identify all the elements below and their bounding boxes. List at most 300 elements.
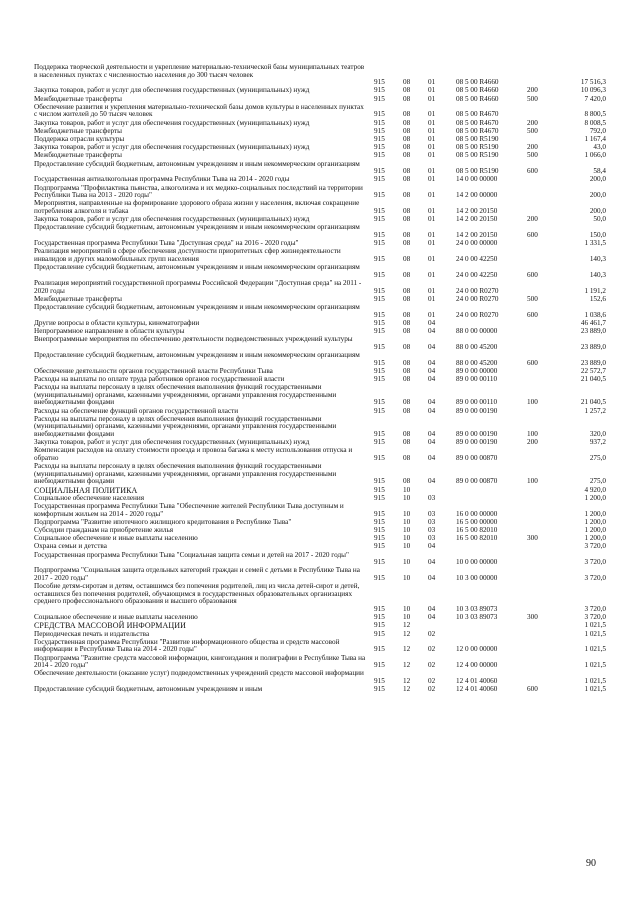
cell-ved: 915 <box>374 358 385 367</box>
cell-amount: 43,0 <box>593 143 606 152</box>
cell-amount: 1 200,0 <box>584 509 606 518</box>
cell-subsection: 02 <box>428 685 436 694</box>
cell-amount: 792,0 <box>589 126 606 135</box>
cell-target-article: 08 5 00 R4670 <box>456 118 499 127</box>
cell-amount: 152,6 <box>589 294 606 303</box>
cell-section: 08 <box>403 270 411 279</box>
cell-expense-type: 200 <box>527 215 538 224</box>
cell-subsection: 04 <box>428 342 436 351</box>
cell-description: СРЕДСТВА МАССОВОЙ ИНФОРМАЦИИ <box>34 621 187 631</box>
cell-amount: 50,0 <box>593 215 606 224</box>
cell-description: Государственная программа Республики Тыва "Социальная защита семьи и детей на 2017 - 2020 годы" <box>34 550 349 559</box>
cell-subsection: 01 <box>428 94 436 103</box>
cell-subsection: 01 <box>428 110 436 119</box>
cell-subsection: 01 <box>428 239 436 248</box>
cell-target-article: 89 0 00 00190 <box>456 406 498 415</box>
cell-description: Пособие детям-сиротам и детям, оставшимся без попечения родителей, лиц из числа детей-сирот и детей, оставшихся без попечения родителей, обучающимся в государственных образовательных организациях среднего профессионального образования и высшего образования <box>34 582 360 606</box>
cell-section: 08 <box>403 151 411 160</box>
cell-target-article: 14 2 00 00000 <box>456 191 498 200</box>
cell-ved: 915 <box>374 327 385 335</box>
cell-subsection: 01 <box>428 143 436 152</box>
table-row <box>0 352 640 367</box>
cell-subsection: 03 <box>428 534 436 543</box>
cell-amount: 3 720,0 <box>584 613 606 622</box>
cell-subsection: 04 <box>428 318 436 327</box>
cell-amount: 320,0 <box>589 429 606 438</box>
cell-section: 08 <box>403 175 411 184</box>
cell-section: 12 <box>403 685 411 694</box>
cell-subsection: 01 <box>428 206 436 215</box>
cell-description: Предоставление субсидий бюджетным, автономным учреждениям и иным некоммерческим организациям <box>34 159 360 168</box>
cell-subsection: 01 <box>428 191 436 200</box>
cell-ved: 915 <box>374 526 385 534</box>
cell-description: Поддержка творческой деятельности и укрепление материально-технической базы муниципальных театров в населенных пунктах с численностью населения до 300 тысяч человек <box>34 63 365 79</box>
cell-section: 10 <box>403 558 411 567</box>
cell-amount: 3 720,0 <box>584 604 606 613</box>
cell-ved: 915 <box>374 167 385 176</box>
cell-ved: 915 <box>374 493 385 502</box>
cell-ved: 915 <box>374 151 385 160</box>
cell-description: Межбюджетные трансферты <box>34 126 122 135</box>
cell-description: Охрана семьи и детства <box>34 542 107 551</box>
cell-section: 08 <box>403 453 411 462</box>
cell-description: Государственная программа Республики "Развитие информационного общества и средств массовой информации в Республике Тыва на 2014 - 2020 годы" <box>34 637 340 654</box>
cell-section: 08 <box>403 191 411 200</box>
table-row <box>0 264 640 279</box>
cell-ved: 915 <box>374 485 385 494</box>
cell-section: 08 <box>403 429 411 438</box>
cell-target-article: 88 0 00 45200 <box>456 358 498 367</box>
cell-amount: 10 096,3 <box>580 86 606 95</box>
table-row <box>0 686 640 694</box>
cell-subsection: 01 <box>428 78 436 87</box>
cell-ved: 915 <box>374 542 385 551</box>
table-row <box>0 200 640 215</box>
cell-subsection: 04 <box>428 604 436 613</box>
cell-ved: 915 <box>374 254 385 263</box>
cell-subsection: 01 <box>428 126 436 135</box>
cell-target-article: 24 0 00 42250 <box>456 254 498 263</box>
cell-target-article: 08 5 00 R4660 <box>456 86 499 95</box>
cell-expense-type: 600 <box>527 685 538 694</box>
table-row <box>0 176 640 184</box>
cell-description: Расходы на обеспечение функций органов государственной власти <box>34 406 239 415</box>
cell-target-article: 14 2 00 20150 <box>456 206 498 215</box>
cell-subsection: 04 <box>428 558 436 567</box>
cell-amount: 1 191,2 <box>584 286 606 295</box>
cell-description: СОЦИАЛЬНАЯ ПОЛИТИКА <box>34 485 138 495</box>
cell-expense-type: 500 <box>527 126 538 135</box>
cell-ved: 915 <box>374 175 385 184</box>
cell-target-article: 89 0 00 00110 <box>456 398 498 407</box>
table-row <box>0 161 640 176</box>
cell-section: 08 <box>403 206 411 215</box>
cell-target-article: 24 0 00 R0270 <box>456 294 499 303</box>
table-row <box>0 152 640 160</box>
cell-description: Предоставление субсидий бюджетным, автономным учреждениям и иным некоммерческим организациям <box>34 223 360 232</box>
cell-ved: 915 <box>374 453 385 462</box>
cell-section: 08 <box>403 215 411 224</box>
cell-expense-type: 100 <box>527 477 538 486</box>
cell-expense-type: 600 <box>527 358 538 367</box>
page-number: 90 <box>586 858 596 869</box>
cell-target-article: 14 2 00 20150 <box>456 215 498 224</box>
cell-section: 12 <box>403 661 411 670</box>
table-row <box>0 639 640 654</box>
cell-section: 08 <box>403 318 411 327</box>
cell-amount: 1 200,0 <box>584 526 606 534</box>
cell-description: Государственная антиалкогольная программа Республики Тыва на 2014 - 2020 годы <box>34 175 290 184</box>
table-row <box>0 463 640 486</box>
cell-subsection: 04 <box>428 375 436 383</box>
cell-description: Расходы на выплаты персоналу в целях обеспечения выполнения функций государственными (муниципальными) органами, казенными учреждениями, органами управления государственными внебюджетными фондами <box>34 414 337 438</box>
cell-target-article: 10 3 00 00000 <box>456 573 498 582</box>
cell-description: Межбюджетные трансферты <box>34 294 122 303</box>
cell-amount: 21 040,5 <box>580 398 606 407</box>
cell-ved: 915 <box>374 118 385 127</box>
cell-description: Реализация мероприятий в сфере обеспечения доступности приоритетных сфер жизнедеятельности инвалидов и других маломобильных групп населения <box>34 247 341 263</box>
cell-subsection: 04 <box>428 406 436 415</box>
cell-expense-type: 100 <box>527 429 538 438</box>
cell-target-article: 16 0 00 00000 <box>456 509 498 518</box>
cell-expense-type: 600 <box>527 270 538 279</box>
cell-ved: 915 <box>374 438 385 447</box>
cell-description: Социальное обеспечение и иные выплаты населению <box>34 613 198 622</box>
cell-ved: 915 <box>374 230 385 239</box>
cell-amount: 1 021,5 <box>584 661 606 670</box>
cell-ved: 915 <box>374 286 385 295</box>
cell-section: 08 <box>403 294 411 303</box>
cell-target-article: 89 0 00 00870 <box>456 477 498 486</box>
cell-description: Предоставление субсидий бюджетным, автономным учреждениям и иным некоммерческим организациям <box>34 351 360 359</box>
cell-section: 10 <box>403 604 411 613</box>
cell-description: Расходы на выплаты персоналу в целях обеспечения выполнения функций государственными (муниципальными) органами, казенными учреждениями, органами управления государственными внебюджетными фондами <box>34 462 337 486</box>
cell-expense-type: 500 <box>527 151 538 160</box>
cell-amount: 200,0 <box>589 191 606 200</box>
cell-subsection: 01 <box>428 294 436 303</box>
cell-description: Компенсация расходов на оплату стоимости проезда и провоза багажа к месту использования отпуска и обратно <box>34 446 353 462</box>
cell-description: Подпрограмма "Развитие ипотечного жилищного кредитования в Республике Тыва" <box>34 517 292 526</box>
cell-subsection: 01 <box>428 230 436 239</box>
cell-amount: 275,0 <box>589 477 606 486</box>
cell-ved: 915 <box>374 629 385 638</box>
cell-ved: 915 <box>374 613 385 622</box>
cell-amount: 1 021,5 <box>584 629 606 638</box>
cell-description: Субсидии гражданам на приобретение жилья <box>34 526 174 534</box>
cell-description: Мероприятия, направленные на формирование здорового образа жизни у населения, включая сокращение потребления алкоголя и табака <box>34 199 360 215</box>
cell-amount: 1 331,5 <box>584 239 606 248</box>
cell-target-article: 08 5 00 R4660 <box>456 94 499 103</box>
cell-ved: 915 <box>374 509 385 518</box>
cell-ved: 915 <box>374 534 385 543</box>
table-row <box>0 622 640 630</box>
cell-description: Государственная программа Республики Тыва "Доступная среда" на 2016 - 2020 годы" <box>34 239 299 248</box>
cell-amount: 1 257,2 <box>584 406 606 415</box>
cell-description: Другие вопросы в области культуры, кинематографии <box>34 318 200 327</box>
cell-ved: 915 <box>374 215 385 224</box>
table-row <box>0 447 640 462</box>
cell-amount: 3 720,0 <box>584 573 606 582</box>
cell-ved: 915 <box>374 310 385 319</box>
cell-target-article: 16 5 00 82010 <box>456 534 498 543</box>
cell-target-article: 10 3 03 89073 <box>456 613 498 622</box>
cell-expense-type: 200 <box>527 118 538 127</box>
cell-description: Поддержка отрасли культуры <box>34 135 125 143</box>
cell-target-article: 14 0 00 00000 <box>456 175 498 184</box>
cell-amount: 23 889,0 <box>580 358 606 367</box>
table-row <box>0 384 640 407</box>
cell-target-article: 12 0 00 00000 <box>456 645 498 654</box>
cell-section: 08 <box>403 327 411 335</box>
cell-expense-type: 300 <box>527 613 538 622</box>
cell-target-article: 08 5 00 R4670 <box>456 110 499 119</box>
cell-section: 08 <box>403 375 411 383</box>
cell-subsection: 02 <box>428 645 436 654</box>
cell-subsection: 01 <box>428 310 436 319</box>
cell-description: Обеспечение деятельности органов государственной власти Республики Тыва <box>34 366 273 375</box>
table-row <box>0 416 640 439</box>
cell-section: 08 <box>403 167 411 176</box>
cell-subsection: 03 <box>428 509 436 518</box>
cell-target-article: 89 0 00 00000 <box>456 366 498 375</box>
cell-ved: 915 <box>374 294 385 303</box>
cell-amount: 937,2 <box>589 438 606 447</box>
cell-amount: 1 167,4 <box>584 135 606 143</box>
cell-description: Межбюджетные трансферты <box>34 94 122 103</box>
table-row <box>0 670 640 685</box>
cell-amount: 23 889,0 <box>580 327 606 335</box>
cell-section: 10 <box>403 526 411 534</box>
cell-target-article: 08 5 00 R5190 <box>456 135 499 143</box>
cell-section: 08 <box>403 143 411 152</box>
table-row <box>0 543 640 551</box>
cell-description: Расходы на выплаты по оплате труда работников органов государственной власти <box>34 375 285 383</box>
cell-description: Обеспечение деятельности (оказание услуг) подведомственных учреждений средств массовой информации <box>34 669 364 678</box>
cell-description: Предоставление субсидий бюджетным, автономным учреждениям и иным некоммерческим организациям <box>34 303 360 311</box>
cell-section: 08 <box>403 118 411 127</box>
cell-subsection: 04 <box>428 477 436 486</box>
cell-amount: 7 420,0 <box>584 94 606 103</box>
cell-section: 10 <box>403 493 411 502</box>
cell-description: Закупка товаров, работ и услуг для обеспечения государственных (муниципальных) нужд <box>34 215 310 224</box>
cell-amount: 3 720,0 <box>584 542 606 551</box>
cell-description: Расходы на выплаты персоналу в целях обеспечения выполнения функций государственными (муниципальными) органами, казенными учреждениями, органами управления государственными внебюджетными фондами <box>34 383 337 407</box>
cell-subsection: 04 <box>428 438 436 447</box>
cell-target-article: 08 5 00 R4660 <box>456 78 499 87</box>
cell-ved: 915 <box>374 477 385 486</box>
cell-target-article: 16 5 00 82010 <box>456 526 498 534</box>
cell-ved: 915 <box>374 429 385 438</box>
cell-amount: 8 008,5 <box>584 118 606 127</box>
cell-ved: 915 <box>374 78 385 87</box>
cell-target-article: 08 5 00 R5190 <box>456 167 499 176</box>
cell-subsection: 01 <box>428 286 436 295</box>
cell-ved: 915 <box>374 573 385 582</box>
table-row <box>0 503 640 518</box>
cell-expense-type: 300 <box>527 534 538 543</box>
cell-ved: 915 <box>374 366 385 375</box>
cell-section: 08 <box>403 358 411 367</box>
cell-description: Социальное обеспечение населения <box>34 493 145 502</box>
cell-subsection: 01 <box>428 118 436 127</box>
cell-target-article: 24 0 00 R0270 <box>456 310 499 319</box>
cell-ved: 915 <box>374 558 385 567</box>
cell-target-article: 12 4 01 40060 <box>456 685 498 694</box>
cell-section: 08 <box>403 477 411 486</box>
cell-ved: 915 <box>374 517 385 526</box>
cell-section: 10 <box>403 613 411 622</box>
cell-expense-type: 500 <box>527 294 538 303</box>
cell-expense-type: 200 <box>527 86 538 95</box>
cell-description: Внепрограммные мероприятия по обеспечению деятельности подведомственных учреждений культуры <box>34 335 353 344</box>
cell-expense-type: 600 <box>527 230 538 239</box>
cell-section: 08 <box>403 406 411 415</box>
cell-subsection: 04 <box>428 358 436 367</box>
cell-subsection: 02 <box>428 676 436 685</box>
cell-description: Реализация мероприятий государственной программы Российской Федерации "Доступная среда" на 2011 - 2020 годы <box>34 279 362 295</box>
table-row <box>0 280 640 295</box>
cell-expense-type: 200 <box>527 438 538 447</box>
cell-amount: 17 516,3 <box>580 78 606 87</box>
cell-amount: 4 920,0 <box>584 485 606 494</box>
table-row <box>0 104 640 119</box>
cell-target-article: 24 0 00 R0270 <box>456 286 499 295</box>
cell-expense-type: 100 <box>527 398 538 407</box>
cell-section: 10 <box>403 542 411 551</box>
cell-expense-type: 600 <box>527 310 538 319</box>
cell-ved: 915 <box>374 206 385 215</box>
cell-amount: 1 038,6 <box>584 310 606 319</box>
cell-subsection: 01 <box>428 175 436 184</box>
cell-target-article: 08 5 00 R5190 <box>456 143 499 152</box>
cell-amount: 1 200,0 <box>584 493 606 502</box>
cell-section: 12 <box>403 621 411 630</box>
table-row <box>0 304 640 319</box>
cell-description: Периодическая печать и издательства <box>34 629 150 638</box>
cell-subsection: 02 <box>428 661 436 670</box>
cell-target-article: 89 0 00 00870 <box>456 453 498 462</box>
cell-amount: 23 889,0 <box>580 342 606 351</box>
cell-section: 08 <box>403 286 411 295</box>
cell-section: 08 <box>403 135 411 143</box>
cell-ved: 915 <box>374 406 385 415</box>
cell-subsection: 04 <box>428 366 436 375</box>
cell-amount: 1 021,5 <box>584 676 606 685</box>
cell-section: 08 <box>403 94 411 103</box>
cell-expense-type: 600 <box>527 167 538 176</box>
cell-ved: 915 <box>374 270 385 279</box>
cell-ved: 915 <box>374 645 385 654</box>
cell-ved: 915 <box>374 398 385 407</box>
cell-target-article: 08 5 00 R4670 <box>456 126 499 135</box>
cell-amount: 46 461,7 <box>580 318 606 327</box>
cell-target-article: 12 4 01 40060 <box>456 676 498 685</box>
cell-subsection: 04 <box>428 327 436 335</box>
cell-amount: 1 200,0 <box>584 534 606 543</box>
table-row <box>0 567 640 582</box>
cell-amount: 22 572,7 <box>580 366 606 375</box>
cell-target-article: 14 2 00 20150 <box>456 230 498 239</box>
cell-amount: 275,0 <box>589 453 606 462</box>
table-row <box>0 655 640 670</box>
cell-amount: 1 021,5 <box>584 645 606 654</box>
cell-subsection: 04 <box>428 453 436 462</box>
cell-ved: 915 <box>374 342 385 351</box>
cell-description: Социальное обеспечение и иные выплаты населению <box>34 534 198 543</box>
cell-amount: 3 720,0 <box>584 558 606 567</box>
cell-amount: 200,0 <box>589 206 606 215</box>
cell-section: 10 <box>403 573 411 582</box>
cell-target-article: 88 0 00 00000 <box>456 327 498 335</box>
cell-section: 10 <box>403 485 411 494</box>
cell-section: 12 <box>403 676 411 685</box>
cell-description: Закупка товаров, работ и услуг для обеспечения государственных (муниципальных) нужд <box>34 143 310 152</box>
cell-section: 08 <box>403 110 411 119</box>
cell-description: Подпрограмма "Профилактика пьянства, алкоголизма и их медико-социальных последствий на территории Республики Тыва на 2013 - 2020 годы" <box>34 183 363 200</box>
cell-subsection: 02 <box>428 629 436 638</box>
cell-subsection: 04 <box>428 429 436 438</box>
cell-target-article: 88 0 00 45200 <box>456 342 498 351</box>
cell-section: 08 <box>403 342 411 351</box>
table-row <box>0 248 640 263</box>
cell-description: Подпрограмма "Развитие средств массовой информации, книгоиздания и полиграфии в Республике Тыва на 2014 - 2020 годы" <box>34 653 366 670</box>
cell-description: Подпрограмма "Социальная защита отдельных категорий граждан и семей с детьми в Республике Тыва на 2017 - 2020 годы" <box>34 566 360 582</box>
cell-ved: 915 <box>374 318 385 327</box>
cell-subsection: 04 <box>428 398 436 407</box>
cell-subsection: 01 <box>428 254 436 263</box>
cell-ved: 915 <box>374 661 385 670</box>
cell-subsection: 01 <box>428 151 436 160</box>
cell-description: Обеспечение развития и укрепления материально-технической базы домов культуры в населенных пунктах с числом жителей до 50 тысяч человек <box>34 102 364 119</box>
cell-amount: 150,0 <box>589 230 606 239</box>
cell-target-article: 89 0 00 00110 <box>456 375 498 383</box>
cell-ved: 915 <box>374 143 385 152</box>
cell-amount: 200,0 <box>589 175 606 184</box>
cell-section: 10 <box>403 517 411 526</box>
cell-section: 10 <box>403 534 411 543</box>
cell-expense-type: 500 <box>527 94 538 103</box>
cell-target-article: 89 0 00 00190 <box>456 438 498 447</box>
cell-description: Предоставление субсидий бюджетным, автономным учреждениям и иным <box>34 685 263 694</box>
cell-section: 08 <box>403 438 411 447</box>
cell-section: 08 <box>403 78 411 87</box>
cell-amount: 21 040,5 <box>580 375 606 383</box>
table-row <box>0 185 640 200</box>
cell-target-article: 16 5 00 00000 <box>456 517 498 526</box>
cell-amount: 1 021,5 <box>584 621 606 630</box>
cell-amount: 140,3 <box>589 254 606 263</box>
cell-subsection: 01 <box>428 270 436 279</box>
cell-target-article: 89 0 00 00190 <box>456 429 498 438</box>
cell-ved: 915 <box>374 135 385 143</box>
cell-section: 10 <box>403 509 411 518</box>
cell-target-article: 12 4 00 00000 <box>456 661 498 670</box>
cell-section: 08 <box>403 126 411 135</box>
cell-ved: 915 <box>374 375 385 383</box>
cell-section: 08 <box>403 254 411 263</box>
cell-amount: 1 066,0 <box>584 151 606 160</box>
cell-section: 08 <box>403 398 411 407</box>
table-row <box>0 224 640 239</box>
cell-subsection: 01 <box>428 135 436 143</box>
cell-ved: 915 <box>374 86 385 95</box>
cell-subsection: 01 <box>428 167 436 176</box>
cell-description: Непрограммное направление в области культуры <box>34 327 185 335</box>
table-row <box>0 336 640 351</box>
cell-subsection: 03 <box>428 526 436 534</box>
cell-target-article: 08 5 00 R5190 <box>456 151 499 160</box>
cell-description: Закупка товаров, работ и услуг для обеспечения государственных (муниципальных) нужд <box>34 86 310 95</box>
